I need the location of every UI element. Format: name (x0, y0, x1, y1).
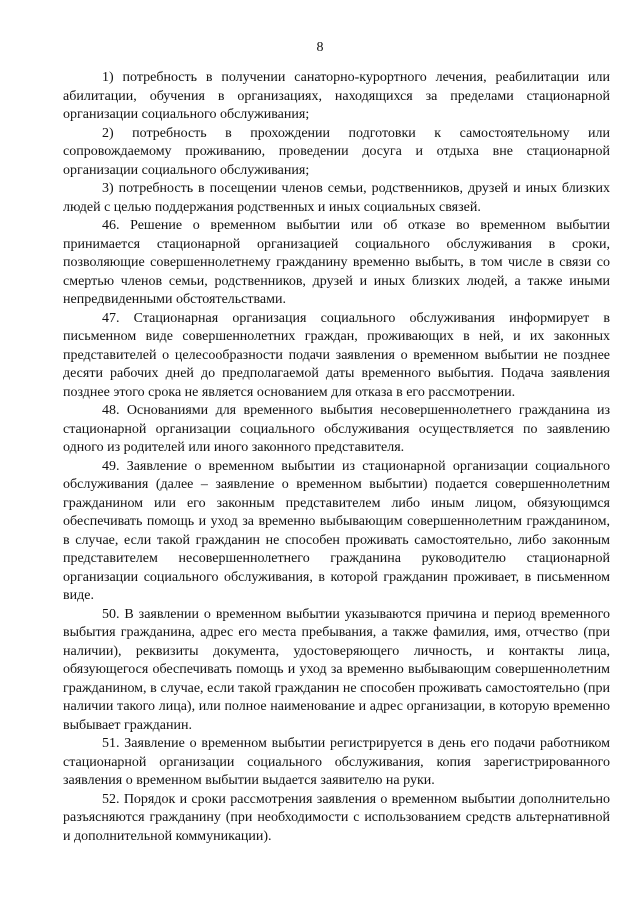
paragraph-item-1: 1) потребность в получении санаторно-курортного лечения, реабилитации или абилитации, обучения в организациях, находящихся за пределами стационарной организации социального обслуживания; (63, 70, 610, 122)
document-body (63, 69, 610, 846)
paragraph-47: 47. Стационарная организация социального обслуживания информирует в письменном виде совершеннолетних граждан, проживающих в ней, и их законных представителей о целесообразности подачи заявления о временном выбытии не позднее десяти рабочих дней до предполагаемой даты временного выбытия. Подача заявления позднее этого срока не является основанием для отказа в его рассмотрении. (63, 310, 610, 400)
paragraph-item-2: 2) потребность в прохождении подготовки к самостоятельному или сопровождаемому проживанию, проведении досуга и отдыха вне стационарной организации социального обслуживания; (63, 125, 610, 178)
paragraph-52: 52. Порядок и сроки рассмотрения заявления о временном выбытии дополнительно разъясняются гражданину (при необходимости с использованием средств альтернативной и дополнительной коммуникации). (63, 791, 610, 844)
paragraph-50: 50. В заявлении о временном выбытии указываются причина и период временного выбытия гражданина, адрес его места пребывания, а также фамилия, имя, отчество (при наличии), реквизиты документа, удостоверяющего личность, и контакты лица, обязующегося обеспечивать помощь и уход за временно выбывающим совершеннолетним гражданином, в случае, если такой гражданин не способен проживать самостоятельно (при наличии такого лица), или полное наименование и адрес организации, в которую временно выбывает гражданин. (63, 606, 610, 733)
paragraph-51: 51. Заявление о временном выбытии регистрируется в день его подачи работником стационарной организации социального обслуживания, копия зарегистрированного заявления о временном выбытии выдается заявителю на руки. (63, 736, 610, 788)
page-number: 8 (316, 40, 324, 55)
paragraph-46: 46. Решение о временном выбытии или об отказе во временном выбытии принимается стационарной организацией социального обслуживания в сроки, позволяющие совершеннолетнему гражданину временно выбыть, в том числе в связи со смертью членов семьи, родственников, друзей и иных близких людей, а также иными непредвиденными обстоятельствами. (63, 218, 610, 307)
paragraph-49: 49. Заявление о временном выбытии из стационарной организации социального обслуживания (далее – заявление о временном выбытии) подается совершеннолетним гражданином или его законным представителем либо иным лицом, обязующимся обеспечивать помощь и уход за временно выбывающим совершеннолетним гражданином, в случае, если такой гражданин не способен проживать самостоятельно, либо законным представителем несовершеннолетнего гражданина руководителю стационарной организации социального обслуживания, в которой гражданин проживает, в письменном виде. (63, 458, 610, 603)
paragraph-item-3: 3) потребность в посещении членов семьи, родственников, друзей и иных близких людей с целью поддержания родственных и иных социальных связей. (63, 181, 610, 215)
paragraph-48: 48. Основаниями для временного выбытия несовершеннолетнего гражданина из стационарной организации социального обслуживания осуществляется по заявлению одного из родителей или иного законного представителя. (63, 403, 610, 455)
